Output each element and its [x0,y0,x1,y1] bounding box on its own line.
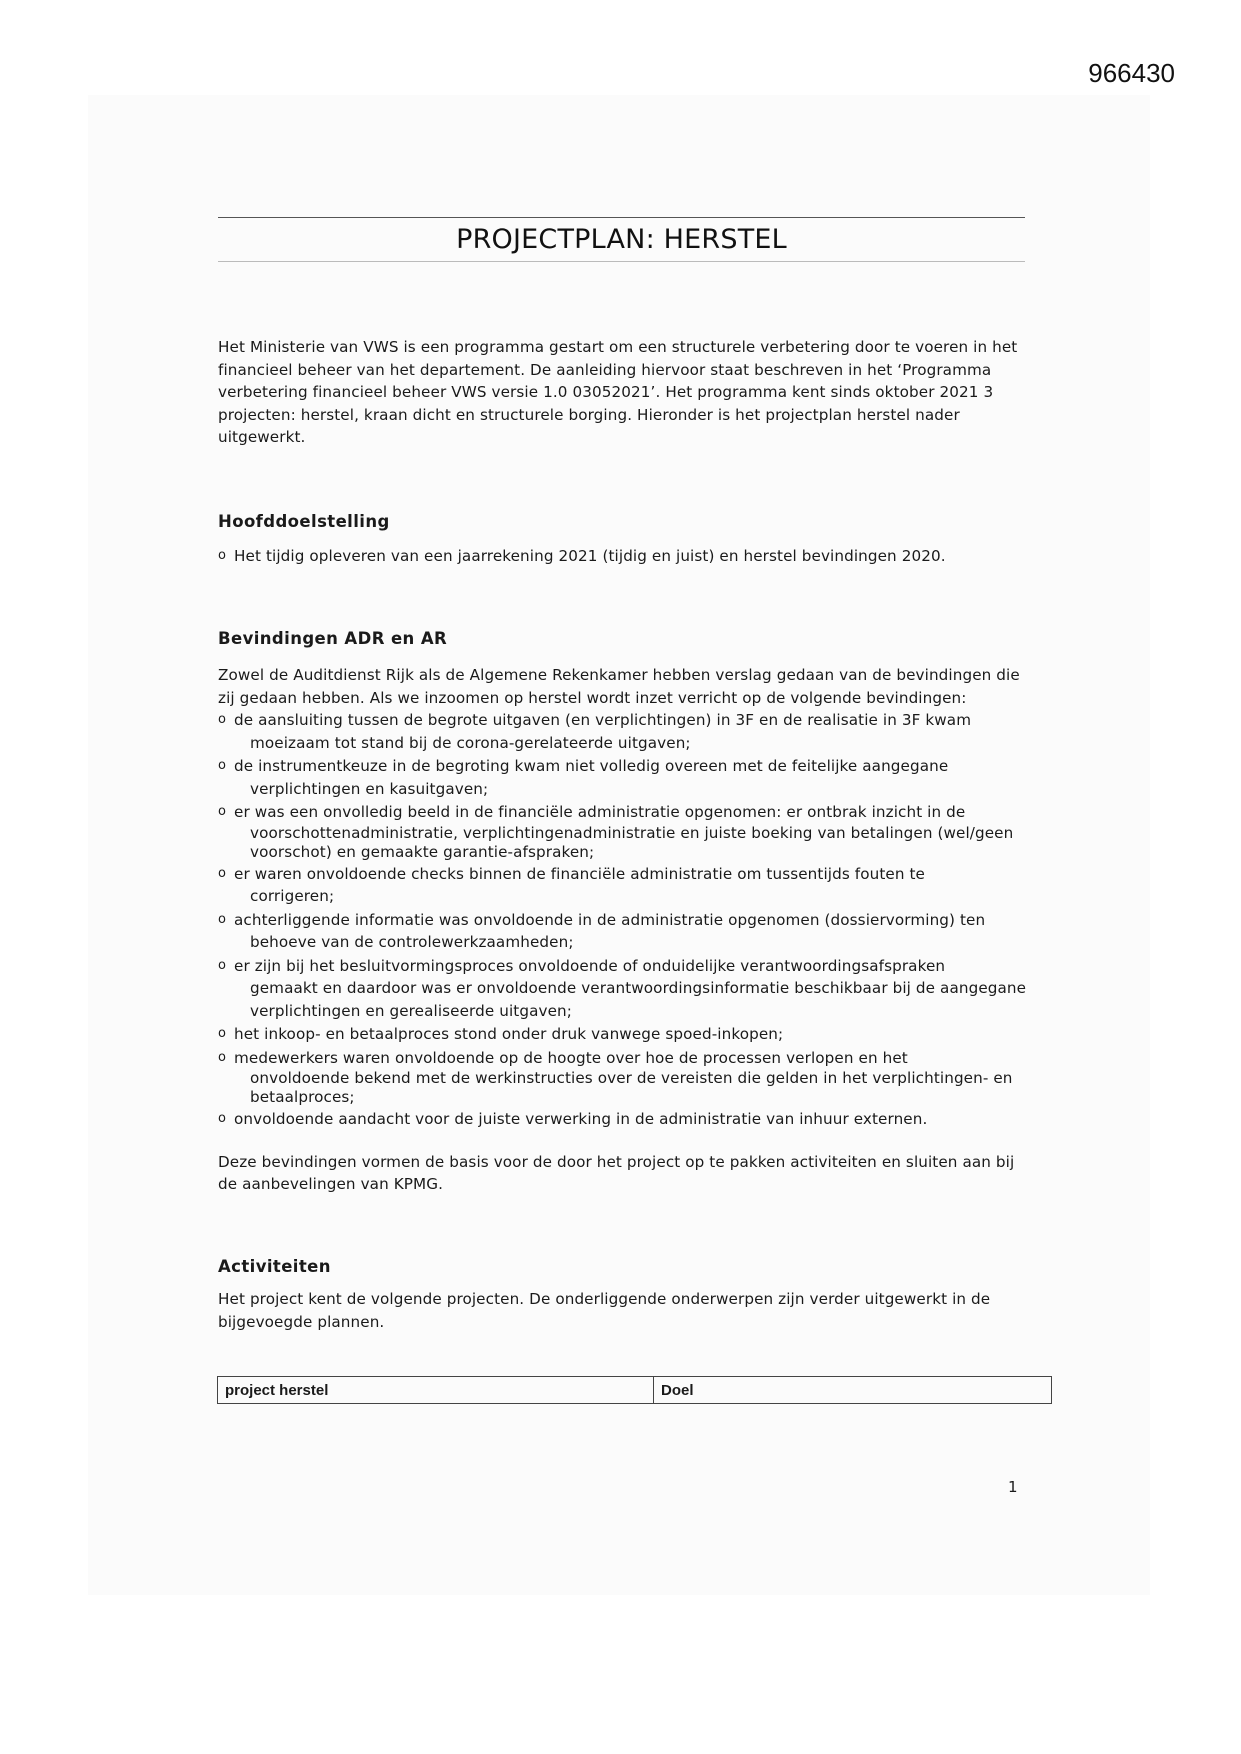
bullet-icon: o [218,712,227,727]
intro-paragraph: Het Ministerie van VWS is een programma gestart om een structurele verbetering door te voeren in het financieel beheer van het departement. De aanleiding hiervoor staat beschreven in het ‘Programma verbetering financieel beheer VWS versie 1.0 03052021’. Het programma kent sinds oktober 2021 3 projecten: herstel, kraan dicht en structurele borging. Hieronder is het projectplan herstel nader uitgewerkt. [218,338,1018,446]
page-number: 1 [1008,1478,1018,1496]
list-item-text: er waren onvoldoende checks binnen de financiële administratie om tussentijds fouten te [234,864,925,883]
list-item [218,909,1048,954]
list-item [218,955,1048,1023]
list-item [218,1023,1048,1046]
bullet-icon: o [218,1111,227,1126]
projects-table [217,1376,1052,1404]
document-body [218,336,1048,1333]
list-item-text: de instrumentkeuze in de begroting kwam niet volledig overeen met de feitelijke aangegane [234,757,949,775]
list-item [218,1047,1048,1108]
list-item-text: medewerkers waren onvoldoende op de hoogte over hoe de processen verlopen en het [234,1048,908,1067]
list-item-continuation: verplichtingen en kasuitgaven; [250,779,489,798]
bevindingen-paragraph: Zowel de Auditdienst Rijk als de Algemene Rekenkamer hebben verslag gedaan van de bevindingen die zij gedaan hebben. Als we inzoomen op herstel wordt inzet verricht op de volgende bevindingen: [218,666,1020,707]
list-item-continuation: corrigeren; [250,887,335,905]
bullet-icon: o [218,758,227,773]
list-item [218,755,1048,800]
list-item-continuation: onvoldoende bekend met de werkinstructies over de vereisten die gelden in het verplichtingen- en betaalproces; [250,1069,1013,1106]
list-item-text: er zijn bij het besluitvormingsproces onvoldoende of onduidelijke verantwoordingsafspraken [234,956,946,975]
list-item-text: Het tijdig opleveren van een jaarrekening 2021 (tijdig en juist) en herstel bevindingen 2020. [234,547,946,565]
list-item [218,1108,1048,1131]
list-item [218,801,1048,862]
heading-activiteiten: Activiteiten [218,1256,331,1276]
list-item-text: de aansluiting tussen de begrote uitgaven (en verplichtingen) in 3F en de realisatie in 3F kwam [234,711,972,729]
closing-paragraph: Deze bevindingen vormen de basis voor de door het project op te pakken activiteiten en sluiten aan bij de aanbevelingen van KPMG. [218,1152,1015,1193]
list-item-continuation: voorschottenadministratie, verplichtingenadministratie en juiste boeking van betalingen (wel/geen voorschot) en gemaakte garantie-afspraken; [250,823,1014,861]
table-header-row [218,1377,1052,1404]
bullet-icon: o [218,1026,227,1041]
document-id: 966430 [1088,58,1175,88]
bullet-icon: o [218,804,227,819]
table-header-project: project herstel [218,1377,654,1404]
findings-list [218,709,1048,1131]
list-item-continuation: behoeve van de controlewerkzaamheden; [250,933,574,951]
heading-bevindingen: Bevindingen ADR en AR [218,628,448,648]
list-item [218,863,1048,908]
list-item-continuation: gemaakt en daardoor was er onvoldoende verantwoordingsinformatie beschikbaar bij de aangegane verplichtingen en gerealiseerde uitgaven; [250,979,1027,1020]
list-item [218,709,1048,754]
bullet-icon: o [218,1049,227,1065]
bullet-icon: o [218,957,227,973]
title-block [218,217,1025,262]
list-item-text: er was een onvolledig beeld in de financiële administratie opgenomen: er ontbrak inzicht in de [234,803,966,821]
list-item-text: achterliggende informatie was onvoldoende in de administratie opgenomen (dossiervorming) ten [234,910,986,929]
heading-hoofddoelstelling: Hoofddoelstelling [218,511,390,531]
bullet-icon: o [218,865,227,881]
bullet-icon: o [218,911,227,927]
page-title: PROJECTPLAN: HERSTEL [456,224,787,255]
list-item-text: het inkoop- en betaalproces stond onder druk vanwege spoed-inkopen; [234,1025,784,1043]
bullet-icon: o [218,548,227,563]
table-header-doel: Doel [654,1377,1052,1404]
hoofddoel-list [218,545,1048,568]
list-item-text: onvoldoende aandacht voor de juiste verwerking in de administratie van inhuur externen. [234,1110,928,1128]
list-item-continuation: moeizaam tot stand bij de corona-gerelateerde uitgaven; [250,733,691,752]
list-item [218,545,1048,568]
activiteiten-paragraph: Het project kent de volgende projecten. De onderliggende onderwerpen zijn verder uitgewerkt in de bijgevoegde plannen. [218,1290,991,1331]
